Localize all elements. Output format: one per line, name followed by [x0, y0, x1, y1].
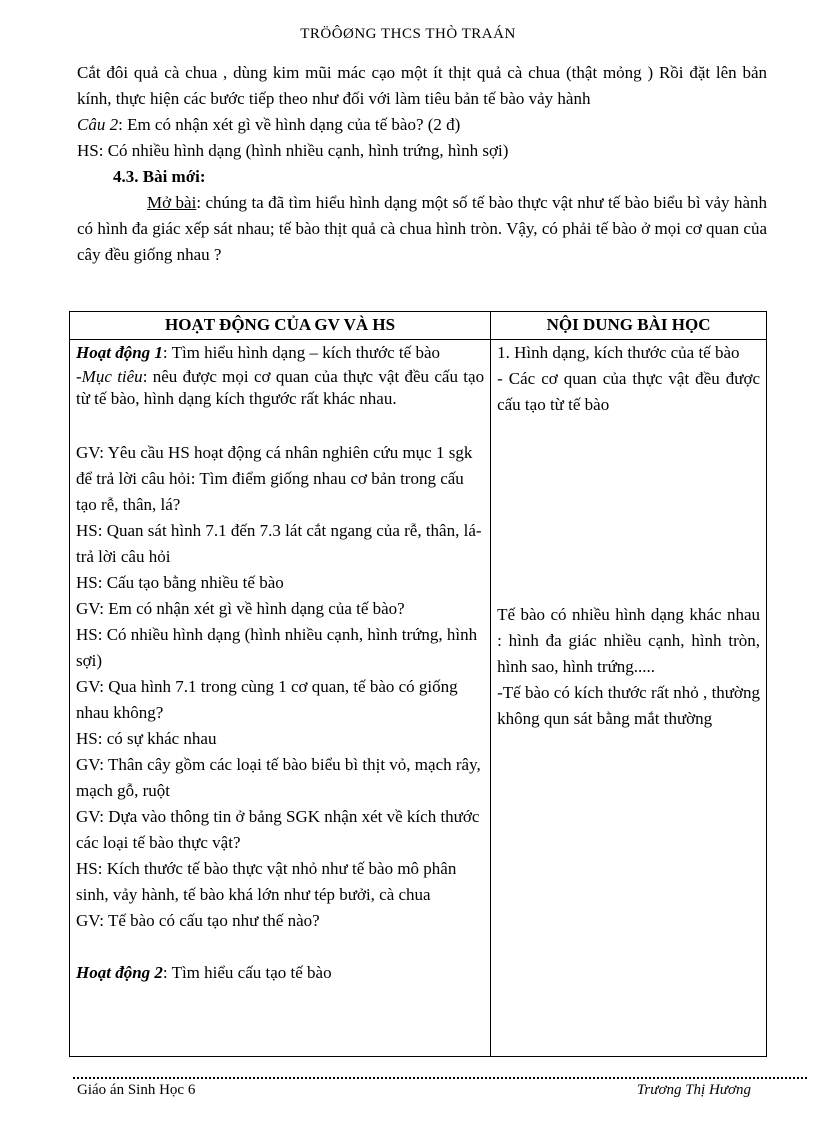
objective-label: -Mục tiêu: [76, 367, 143, 386]
objective: [76, 366, 484, 410]
hs-answer: HS: Có nhiều hình dạng (hình nhiều cạnh, hình trứng, hình sợi): [77, 141, 509, 160]
intro-paragraph: Cắt đôi quả cà chua , dùng kim mũi mác cạo một ít thịt quả cà chua (thật mỏng ) Rồi đặt lên bản kính, thực hiện các bước tiếp theo như đối với làm tiêu bản tế bào vảy hành: [77, 63, 767, 108]
list-item: HS: Quan sát hình 7.1 đến 7.3 lát cắt ngang của rễ, thân, lá-trả lời câu hỏi: [76, 521, 482, 566]
list-item: HS: Có nhiều hình dạng (hình nhiều cạnh, hình trứng, hình sợi): [76, 625, 478, 670]
content-point: -Tế bào có kích thước rất nhỏ , thường không qun sát bằng mắt thường: [497, 683, 760, 728]
activity-2-label: Hoạt động 2: [76, 963, 163, 982]
header-activities: HOẠT ĐỘNG CỦA GV VÀ HS: [70, 312, 491, 340]
intro-block: [77, 60, 767, 268]
footer-divider: [73, 1077, 807, 1079]
content-section-title: 1. Hình dạng, kích thước của tế bào: [497, 343, 740, 362]
table-header-row: [70, 312, 767, 340]
lesson-table: [69, 311, 767, 1057]
table-body-row: [70, 340, 767, 1057]
activity-1-text: : Tìm hiểu hình dạng – kích thước tế bào: [162, 343, 440, 362]
page-header: TRÖÔØNG THCS THÒ TRAÁN: [300, 26, 516, 42]
header-content: NỘI DUNG BÀI HỌC: [491, 312, 767, 340]
content-cell: [491, 340, 767, 1057]
list-item: GV: Thân cây gồm các loại tế bào biểu bì thịt vỏ, mạch rây, mạch gỗ, ruột: [76, 755, 481, 800]
question-2-label: Câu 2: [77, 115, 119, 134]
activity-1-title: [76, 340, 484, 366]
spacer: [497, 418, 760, 602]
question-2-text: : Em có nhận xét gì về hình dạng của tế bào? (2 đ): [118, 115, 461, 134]
activity-2-text: : Tìm hiểu cấu tạo tế bào: [162, 963, 332, 982]
content-point: Tế bào có nhiều hình dạng khác nhau : hình đa giác nhiều cạnh, hình tròn, hình sao, hình trứng.....: [497, 605, 760, 676]
list-item: GV: Em có nhận xét gì về hình dạng của tế bào?: [76, 599, 405, 618]
content-point: - Các cơ quan của thực vật đều được cấu tạo từ tế bào: [497, 369, 760, 414]
spacer: [76, 934, 484, 960]
footer-left: Giáo án Sinh Học 6: [77, 1082, 196, 1098]
objective-text: : nêu được mọi cơ quan của thực vật đều cấu tạo từ tế bào, hình dạng kích thgước rất khác nhau.: [76, 367, 485, 408]
list-item: GV: Qua hình 7.1 trong cùng 1 cơ quan, tế bào có giống nhau không?: [76, 677, 458, 722]
list-item: HS: Kích thước tế bào thực vật nhỏ như tế bào mô phân sinh, vảy hành, tế bào khá lớn như tép bưởi, cà chua: [76, 859, 457, 904]
list-item: HS: có sự khác nhau: [76, 729, 217, 748]
spacer: [76, 410, 484, 440]
opening-label: Mở bài: [147, 193, 197, 212]
footer-author: Trương Thị Hương: [636, 1082, 751, 1098]
activity-2-title: [76, 960, 484, 986]
list-item: GV: Dựa vào thông tin ở bảng SGK nhận xét về kích thước các loại tế bào thực vật?: [76, 807, 480, 852]
list-item: GV: Yêu cầu HS hoạt động cá nhân nghiên cứu mục 1 sgk để trả lời câu hỏi: Tìm điểm giống nhau cơ bản trong cấu tạo rễ, thân, lá?: [76, 443, 473, 514]
list-item: HS: Cấu tạo bằng nhiều tế bào: [76, 573, 284, 592]
opening-text: : chúng ta đã tìm hiểu hình dạng một số tế bào thực vật như tế bào biểu bì vảy hành có hình đa giác xếp sát nhau; tế bào thịt quả cà chua hình tròn. Vậy, có phải tế bào ở mọi cơ quan của cây đều giống nhau ?: [77, 193, 767, 264]
activities-cell: [70, 340, 491, 1057]
list-item: GV: Tế bào có cấu tạo như thế nào?: [76, 911, 320, 930]
section-title: 4.3. Bài mới:: [113, 167, 206, 186]
activity-1-label: Hoạt động 1: [76, 343, 163, 362]
opening-paragraph: [77, 190, 767, 268]
question-2: [77, 112, 767, 138]
